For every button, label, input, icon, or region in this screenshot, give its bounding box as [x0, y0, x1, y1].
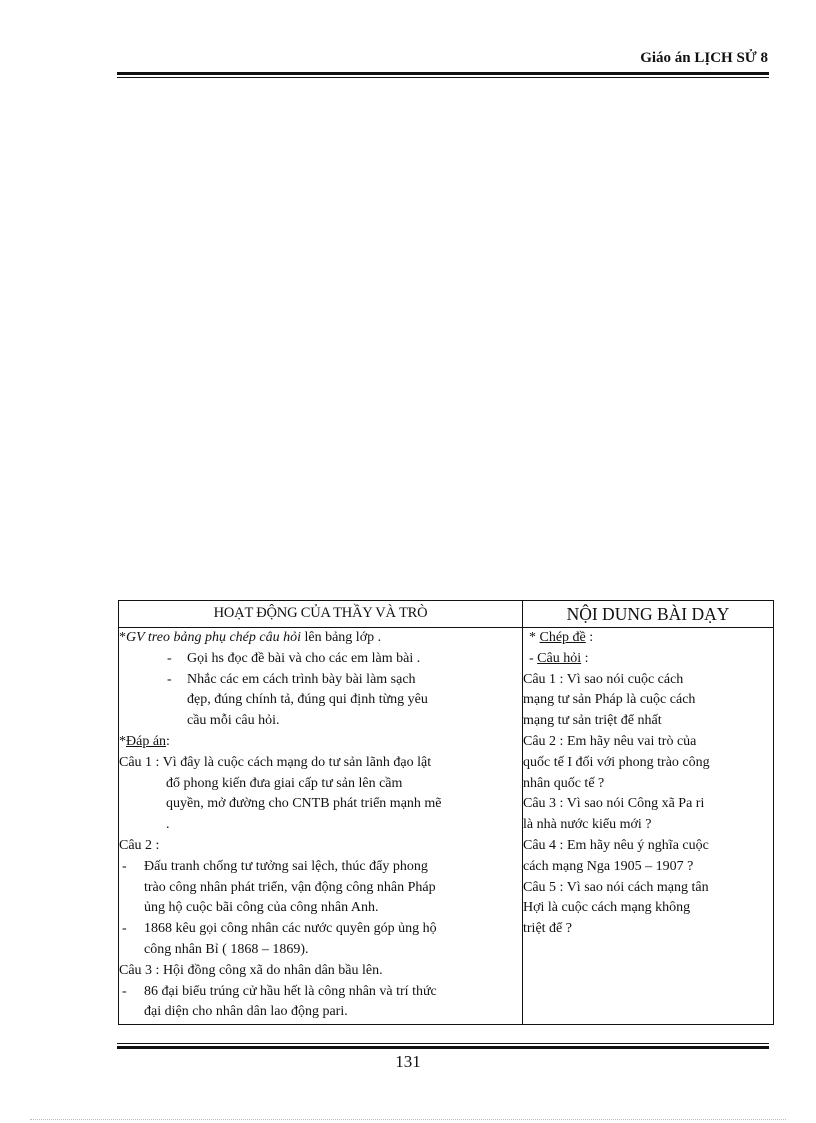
footer-rule-thin [117, 1043, 769, 1044]
lesson-table [118, 600, 774, 1025]
question-5: Câu 5 : Vì sao nói cách mạng tân [523, 879, 709, 895]
cau-hoi-heading: - Câu hỏi : [529, 650, 589, 666]
header-title: Giáo án LỊCH SỬ 8 [640, 50, 768, 66]
list-item: - Đấu tranh chống tư tưởng sai lệch, thúc đẩy phong [122, 858, 428, 874]
list-item-cont: cầu mỗi câu hỏi. [187, 713, 280, 729]
lesson-content-cell [523, 628, 774, 1025]
page-number: 131 [395, 1052, 421, 1071]
chep-de-heading: * Chép đề : [529, 630, 594, 645]
question-1: Câu 1 : Vì sao nói cuộc cách [523, 671, 684, 687]
col-left-title: HOẠT ĐỘNG CỦA THẦY VÀ TRÒ [119, 601, 523, 628]
question-2: Câu 2 : Em hãy nêu vai trò của [523, 733, 697, 749]
answer-1: Câu 1 : Vì đây là cuộc cách mạng do tư sản lãnh đạo lật [119, 754, 432, 770]
question-4: Câu 4 : Em hãy nêu ý nghĩa cuộc [523, 837, 709, 853]
list-item-cont: ủng hộ cuộc bãi công của công nhân Anh. [144, 900, 379, 916]
teacher-activity-cell [119, 628, 523, 1025]
question-2-cont: nhân quốc tế ? [523, 775, 605, 791]
list-item: - Gọi hs đọc đề bài và cho các em làm bài . [167, 650, 421, 666]
answer-3-title: Câu 3 : Hội đồng công xã do nhân dân bầu lên. [119, 962, 383, 978]
col-right-title: NỘI DUNG BÀI DẠY [523, 601, 774, 628]
list-item: - 1868 kêu gọi công nhân các nước quyên góp ủng hộ [122, 921, 437, 937]
question-1-cont: mạng tư sản triệt để nhất [523, 713, 662, 729]
answer-heading: *Đáp án: [119, 733, 170, 749]
question-5-cont: triệt để ? [523, 921, 572, 937]
header-rule-thin [117, 77, 769, 78]
list-item-cont: trào công nhân phát triển, vận động công nhân Pháp [144, 879, 436, 895]
question-5-cont: Hợi là cuộc cách mạng không [523, 900, 691, 916]
page-bottom-dotted-line [30, 1119, 786, 1120]
answer-2-title: Câu 2 : [119, 837, 160, 853]
gv-instruction: *GV treo bảng phụ chép câu hỏi lên bảng lớp . [119, 630, 382, 645]
answer-1-cont: đổ phong kiến đưa giai cấp tư sản lên cầm [166, 775, 403, 791]
list-item-cont: đẹp, đúng chính tả, đúng qui định từng yêu [187, 692, 428, 708]
list-item-cont: đại diện cho nhân dân lao động pari. [144, 1004, 348, 1020]
list-item: - 86 đại biểu trúng cử hầu hết là công nhân và trí thức [122, 983, 437, 999]
header-rule-thick [117, 72, 769, 75]
question-3-cont: là nhà nước kiểu mới ? [523, 817, 652, 833]
question-3: Câu 3 : Vì sao nói Công xã Pa ri [523, 796, 705, 812]
question-2-cont: quốc tế I đối với phong trào công [523, 754, 710, 770]
list-item: - Nhắc các em cách trình bày bài làm sạch [167, 671, 416, 687]
question-4-cont: cách mạng Nga 1905 – 1907 ? [523, 858, 694, 874]
list-item-cont: công nhân Bỉ ( 1868 – 1869). [144, 941, 309, 957]
footer-rule-thick [117, 1046, 769, 1049]
question-1-cont: mạng tư sản Pháp là cuộc cách [523, 692, 696, 708]
answer-1-cont: quyền, mở đường cho CNTB phát triển mạnh mẽ [166, 796, 442, 812]
answer-1-cont: . [166, 817, 170, 833]
